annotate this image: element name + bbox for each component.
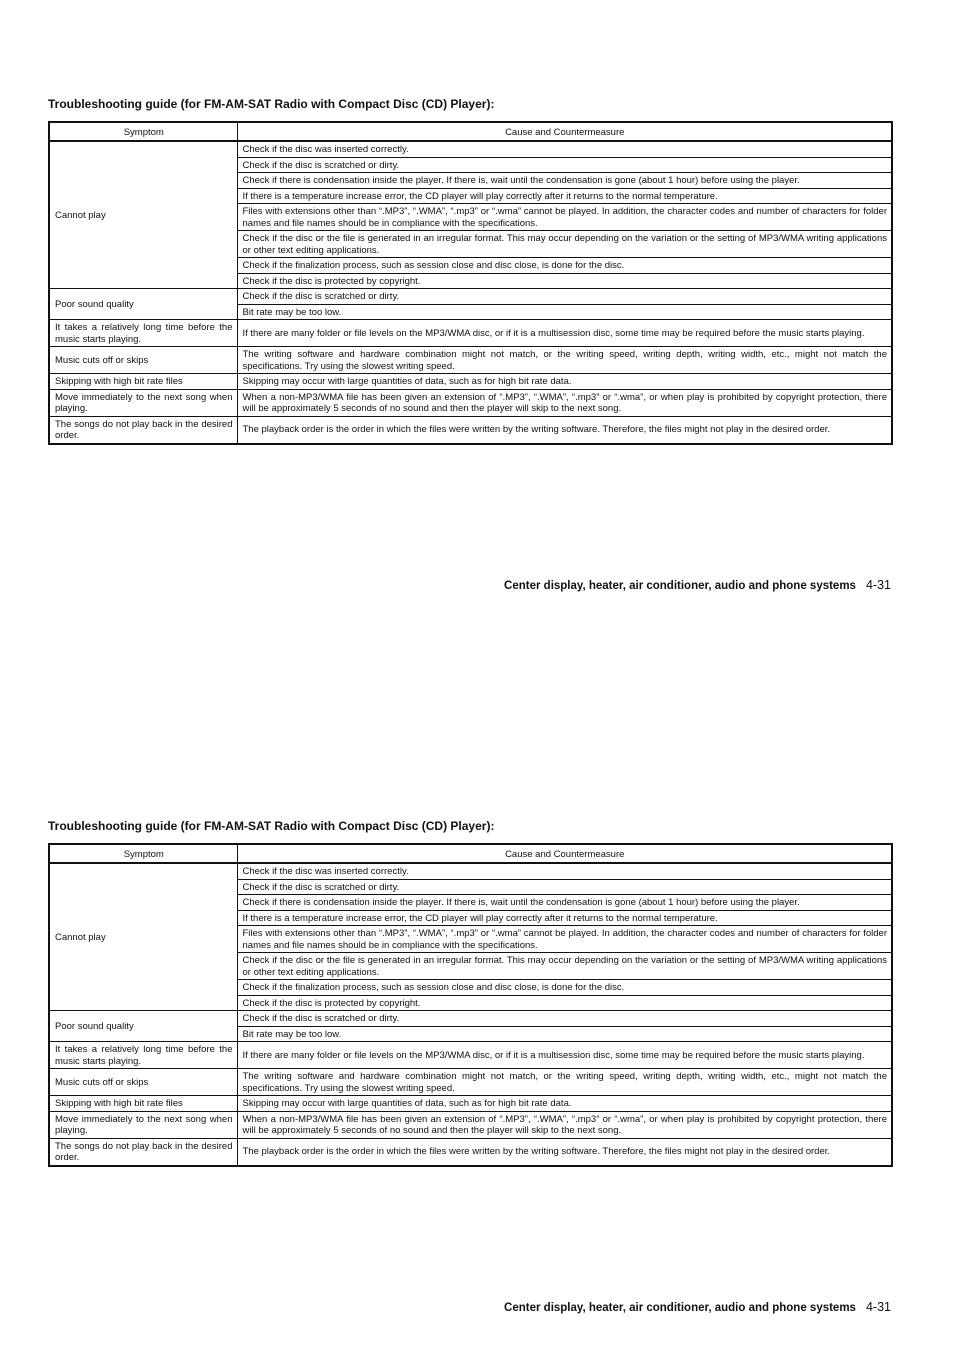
cause-cell: Check if the disc was inserted correctly. (237, 141, 892, 157)
symptom-cell: Skipping with high bit rate files (49, 1096, 237, 1112)
cause-cell: Check if the finalization process, such as session close and disc close, is done for the disc. (237, 980, 892, 996)
troubleshooting-section-1 (48, 97, 891, 445)
table-row (49, 1138, 892, 1166)
table-row (49, 1111, 892, 1138)
cause-cell: Check if the disc is scratched or dirty. (237, 289, 892, 305)
cause-cell: Check if the finalization process, such as session close and disc close, is done for the disc. (237, 258, 892, 274)
symptom-cell: Poor sound quality (49, 289, 237, 320)
table-row (49, 389, 892, 416)
symptom-cell: Cannot play (49, 863, 237, 1011)
cause-cell: If there are many folder or file levels on the MP3/WMA disc, or if it is a multisession disc, some time may be required before the music starts playing. (237, 320, 892, 347)
footer-chapter-title: Center display, heater, air conditioner, audio and phone systems (504, 1302, 856, 1314)
page-footer-2 (504, 1300, 891, 1315)
symptom-cell: Music cuts off or skips (49, 1069, 237, 1096)
table-header-row (49, 122, 892, 141)
symptom-cell: The songs do not play back in the desired order. (49, 1138, 237, 1166)
symptom-cell: Move immediately to the next song when playing. (49, 389, 237, 416)
table-row (49, 374, 892, 390)
cause-cell: Bit rate may be too low. (237, 304, 892, 320)
table-row (49, 141, 892, 157)
table-row (49, 1011, 892, 1027)
table-row (49, 1069, 892, 1096)
table-header-row (49, 844, 892, 863)
symptom-cell: It takes a relatively long time before the music starts playing. (49, 1042, 237, 1069)
cause-cell: Skipping may occur with large quantities of data, such as for high bit rate data. (237, 1096, 892, 1112)
cause-cell: Files with extensions other than “.MP3”, “.WMA”, “.mp3” or “.wma” cannot be played. In addition, the character codes and number of characters for folder names and file names should be in compliance with the specifications. (237, 926, 892, 953)
troubleshooting-table (48, 843, 893, 1167)
cause-cell: Check if the disc is scratched or dirty. (237, 1011, 892, 1027)
cause-cell: Check if the disc is scratched or dirty. (237, 157, 892, 173)
section-heading: Troubleshooting guide (for FM-AM-SAT Radio with Compact Disc (CD) Player): (48, 97, 495, 111)
cause-cell: Check if the disc or the file is generated in an irregular format. This may occur depending on the variation or the setting of MP3/WMA writing applications or other text editing applications. (237, 953, 892, 980)
troubleshooting-section-2 (48, 819, 891, 1167)
cause-cell: The writing software and hardware combination might not match, or the writing speed, writing depth, writing width, etc., might not match the specifications. Try using the slowest writing speed. (237, 1069, 892, 1096)
cause-cell: If there are many folder or file levels on the MP3/WMA disc, or if it is a multisession disc, some time may be required before the music starts playing. (237, 1042, 892, 1069)
table-row (49, 1042, 892, 1069)
cause-cell: When a non-MP3/WMA file has been given an extension of “.MP3”, “.WMA”, “.mp3” or “.wma”, or when play is prohibited by copyright protection, there will be approximately 5 seconds of no sound and then the player will skip to the next song. (237, 1111, 892, 1138)
cause-cell: Check if there is condensation inside the player. If there is, wait until the condensation is gone (about 1 hour) before using the player. (237, 895, 892, 911)
table-row (49, 320, 892, 347)
column-header-cause: Cause and Countermeasure (237, 122, 892, 141)
cause-cell: Files with extensions other than “.MP3”, “.WMA”, “.mp3” or “.wma” cannot be played. In addition, the character codes and number of characters for folder names and file names should be in compliance with the specifications. (237, 204, 892, 231)
symptom-cell: Cannot play (49, 141, 237, 289)
cause-cell: Check if the disc is protected by copyright. (237, 995, 892, 1011)
symptom-cell: Skipping with high bit rate files (49, 374, 237, 390)
symptom-cell: Move immediately to the next song when playing. (49, 1111, 237, 1138)
page-footer-1 (504, 578, 891, 593)
cause-cell: Check if the disc is protected by copyright. (237, 273, 892, 289)
cause-cell: Check if the disc or the file is generated in an irregular format. This may occur depending on the variation or the setting of MP3/WMA writing applications or other text editing applications. (237, 231, 892, 258)
table-row (49, 863, 892, 879)
table-row (49, 289, 892, 305)
cause-cell: If there is a temperature increase error, the CD player will play correctly after it returns to the normal temperature. (237, 188, 892, 204)
table-row (49, 347, 892, 374)
section-heading: Troubleshooting guide (for FM-AM-SAT Radio with Compact Disc (CD) Player): (48, 819, 495, 833)
footer-chapter-title: Center display, heater, air conditioner, audio and phone systems (504, 580, 856, 592)
cause-cell: Check if the disc was inserted correctly. (237, 863, 892, 879)
table-row (49, 416, 892, 444)
troubleshooting-table (48, 121, 893, 445)
cause-cell: The playback order is the order in which the files were written by the writing software. Therefore, the files might not play in the desired order. (237, 416, 892, 444)
footer-page-number: 4-31 (865, 578, 891, 592)
symptom-cell: The songs do not play back in the desired order. (49, 416, 237, 444)
symptom-cell: Music cuts off or skips (49, 347, 237, 374)
cause-cell: If there is a temperature increase error, the CD player will play correctly after it returns to the normal temperature. (237, 910, 892, 926)
symptom-cell: Poor sound quality (49, 1011, 237, 1042)
cause-cell: Bit rate may be too low. (237, 1026, 892, 1042)
cause-cell: The playback order is the order in which the files were written by the writing software. Therefore, the files might not play in the desired order. (237, 1138, 892, 1166)
column-header-symptom: Symptom (49, 844, 237, 863)
column-header-symptom: Symptom (49, 122, 237, 141)
cause-cell: Skipping may occur with large quantities of data, such as for high bit rate data. (237, 374, 892, 390)
cause-cell: Check if the disc is scratched or dirty. (237, 879, 892, 895)
cause-cell: Check if there is condensation inside the player. If there is, wait until the condensation is gone (about 1 hour) before using the player. (237, 173, 892, 189)
column-header-cause: Cause and Countermeasure (237, 844, 892, 863)
cause-cell: When a non-MP3/WMA file has been given an extension of “.MP3”, “.WMA”, “.mp3” or “.wma”, or when play is prohibited by copyright protection, there will be approximately 5 seconds of no sound and then the player will skip to the next song. (237, 389, 892, 416)
cause-cell: The writing software and hardware combination might not match, or the writing speed, writing depth, writing width, etc., might not match the specifications. Try using the slowest writing speed. (237, 347, 892, 374)
table-row (49, 1096, 892, 1112)
footer-page-number: 4-31 (865, 1300, 891, 1314)
symptom-cell: It takes a relatively long time before the music starts playing. (49, 320, 237, 347)
